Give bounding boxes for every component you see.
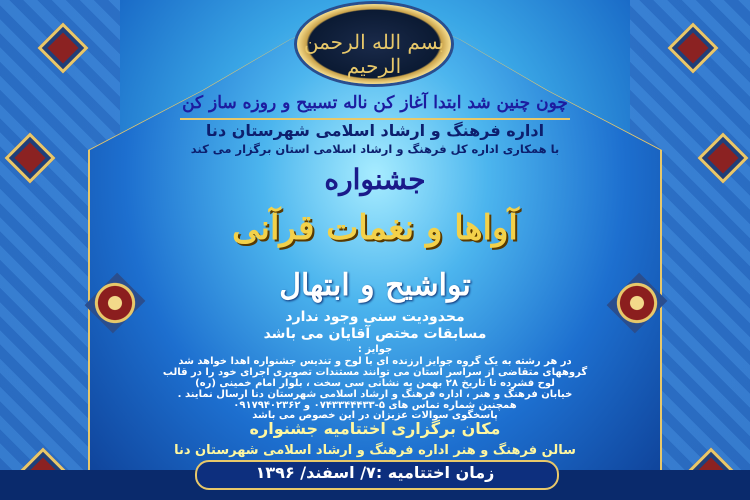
body-line: خیابان فرهنگ و هنر ، اداره فرهنگ و ارشاد اسلامی شهرستان دنا ارسال نمایند . — [177, 389, 573, 400]
body-line: گروههای متقاضی از سراسر استان می توانند مستندات تصویری اجرای خود را در قالب — [162, 367, 588, 378]
body-line: در هر رشته به یک گروه جوایز ارزنده ای با لوح و تندیس جشنواره اهدا خواهد شد — [178, 356, 572, 367]
festival-title: آواها و نغمات قرآنی — [232, 208, 518, 248]
medallion-calligraphy: بسم الله الرحمن الرحیم — [303, 30, 445, 78]
divider — [180, 118, 570, 120]
venue-title: مکان برگزاری اختتامیه جشنواره — [249, 419, 501, 438]
body-line: همچنین شماره تماس های ۵-۰۷۴۳۳۴۴۴۳۳ و ۰۹۱۷۹۴۰۲۳۶۲ — [233, 400, 517, 411]
organization-name: اداره فرهنگ و ارشاد اسلامی شهرستان دنا — [205, 121, 545, 140]
body-line: لوح فشرده تا تاریخ ۲۸ بهمن به نشانی سی سخت ، بلوار امام خمینی (ره) — [195, 378, 555, 389]
cooperation-note: با همکاری اداره کل فرهنگ و ارشاد اسلامی استان برگزار می کند — [190, 142, 560, 156]
gender-notice: مسابقات مختص آقایان می باشد — [263, 326, 487, 342]
festival-subtitle: تواشیح و ابتهال — [279, 268, 471, 303]
prizes-label: جوایز : — [357, 344, 393, 355]
age-notice: محدودیت سنی وجود ندارد — [285, 309, 465, 325]
calligraphy-medallion — [297, 4, 451, 84]
closing-date: زمان اختتامیه :۷/ اسفند/ ۱۳۹۶ — [255, 463, 495, 482]
poem-verse: چون چنین شد ابتدا آغاز کن ناله تسبیح و روزه ساز کن — [182, 93, 568, 113]
body-line: پاسخگوی سوالات عزیزان در این خصوص می باشد — [252, 410, 498, 421]
venue-address: سالن فرهنگ و هنر اداره فرهنگ و ارشاد اسلامی شهرستان دنا — [174, 443, 576, 458]
festival-label: جشنواره — [324, 163, 426, 196]
